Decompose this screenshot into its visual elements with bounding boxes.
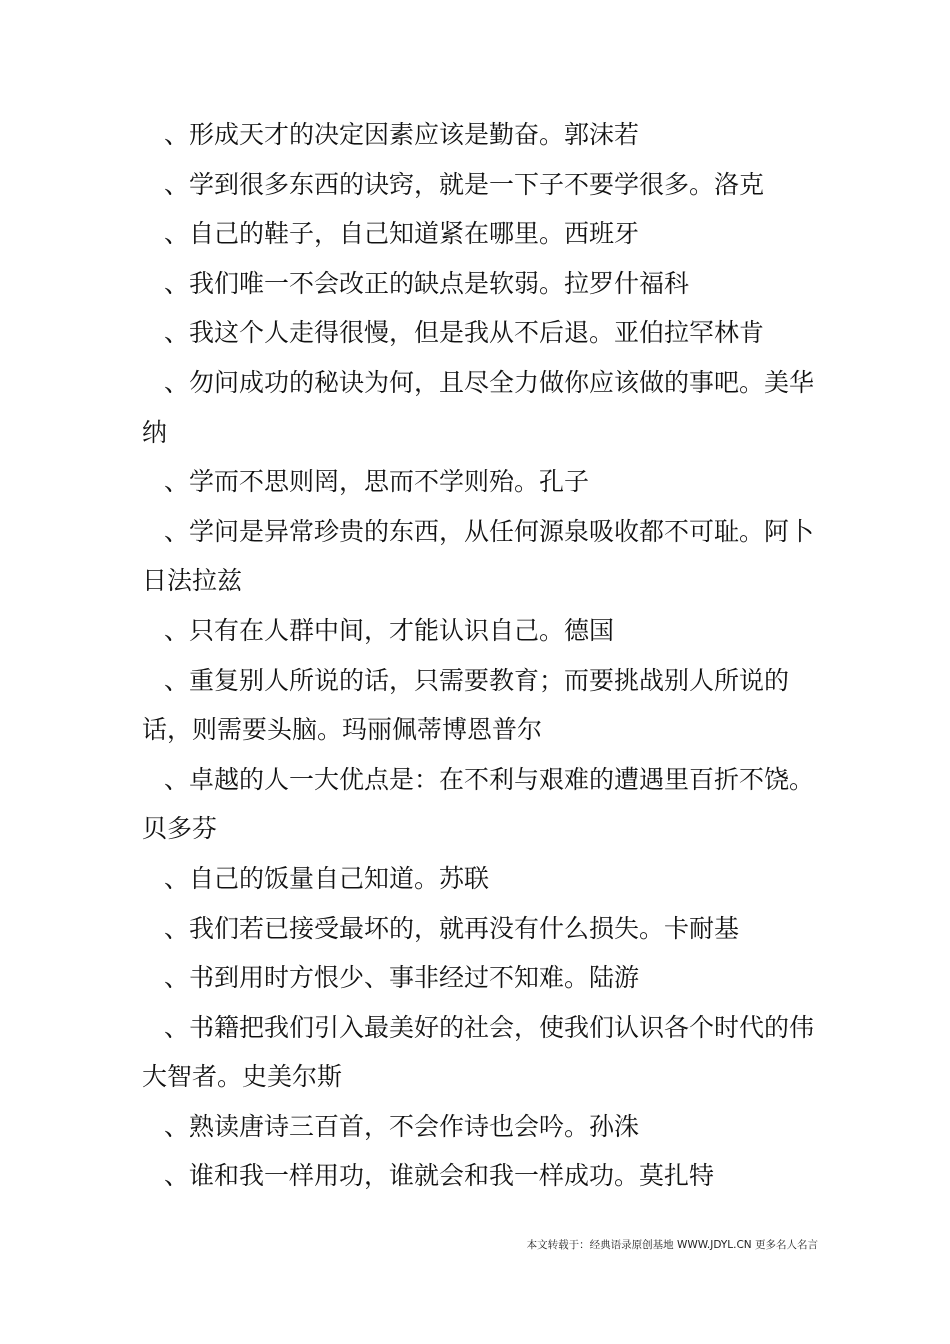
quote-item: 、重复别人所说的话，只需要教育；而要挑战别人所说的话，则需要头脑。玛丽佩蒂博恩普尔 (142, 665, 790, 745)
quote-item: 、自己的鞋子，自己知道紧在哪里。西班牙 (164, 219, 640, 249)
quote-item: 、勿问成功的秘诀为何，且尽全力做你应该做的事吧。美华纳 (142, 367, 815, 447)
quote-item: 、学到很多东西的诀窍，就是一下子不要学很多。洛克 (164, 169, 765, 199)
quote-item: 、熟读唐诗三百首，不会作诗也会吟。孙洙 (164, 1111, 640, 1141)
quote-item: 、学问是异常珍贵的东西，从任何源泉吸收都不可耻。阿卜日法拉兹 (142, 516, 815, 596)
quote-item: 、只有在人群中间，才能认识自己。德国 (164, 615, 615, 645)
quote-list (142, 110, 814, 1201)
quote-item: 、书到用时方恨少、事非经过不知难。陆游 (164, 963, 640, 993)
quote-item: 、我们若已接受最坏的，就再没有什么损失。卡耐基 (164, 913, 740, 943)
quote-item: 、学而不思则罔，思而不学则殆。孔子 (164, 467, 590, 497)
quote-item: 、自己的饭量自己知道。苏联 (164, 863, 490, 893)
quote-item: 、谁和我一样用功，谁就会和我一样成功。莫扎特 (164, 1161, 715, 1191)
quote-item: 、书籍把我们引入最美好的社会，使我们认识各个时代的伟大智者。史美尔斯 (142, 1012, 815, 1092)
quote-item: 、我们唯一不会改正的缺点是软弱。拉罗什福科 (164, 268, 690, 298)
page-footer: 本文转载于：经典语录原创基地 WWW.JDYL.CN 更多名人名言 (526, 1239, 818, 1251)
quote-item: 、我这个人走得很慢，但是我从不后退。亚伯拉罕林肯 (164, 318, 765, 348)
quote-item: 、形成天才的决定因素应该是勤奋。郭沫若 (164, 120, 640, 149)
quote-item: 、卓越的人一大优点是：在不利与艰难的遭遇里百折不饶。贝多芬 (142, 764, 815, 844)
